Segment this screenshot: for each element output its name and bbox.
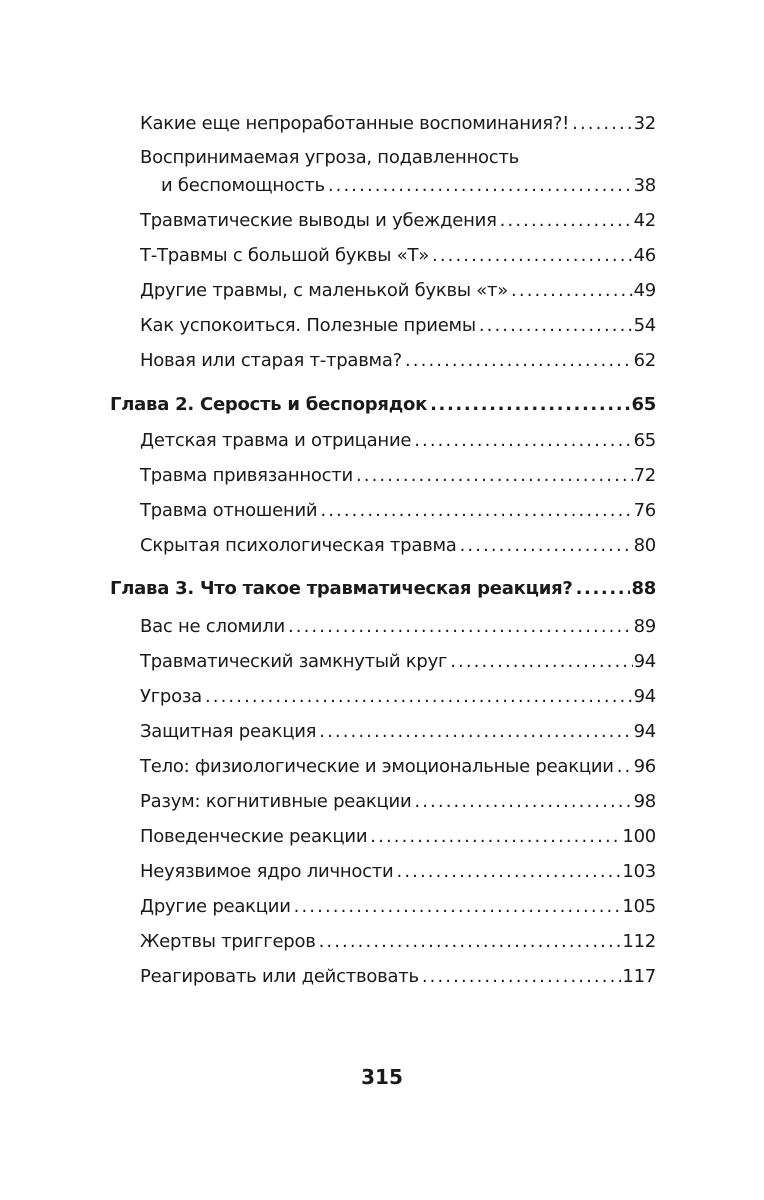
- toc-chapter-title: Глава 3. Что такое травматическая реакция?: [110, 578, 573, 599]
- toc-entry-title: Травма отношений: [140, 500, 318, 521]
- toc-entry: [140, 314, 656, 338]
- toc-entry-title-line1: Воспринимаемая угроза, подавленность: [140, 147, 520, 168]
- dot-leader: [500, 209, 633, 233]
- dot-leader: [450, 650, 632, 674]
- toc-entry-page: 80: [633, 535, 656, 556]
- toc-entry-page: 54: [633, 315, 656, 336]
- toc-entry: [140, 825, 656, 849]
- dot-leader: [617, 755, 633, 779]
- toc-entry-page: 98: [633, 791, 656, 812]
- dot-leader: [328, 174, 633, 198]
- toc-chapter-title: Глава 2. Серость и беспорядок: [110, 394, 428, 415]
- dot-leader: [319, 930, 622, 954]
- toc-entry-title: Травматические выводы и убеждения: [140, 210, 497, 231]
- toc-entry-title: Защитная реакция: [140, 721, 317, 742]
- toc-entry-page: 46: [633, 245, 656, 266]
- toc-entry-title: Поведенческие реакции: [140, 826, 368, 847]
- toc-entry-page: 117: [622, 966, 656, 987]
- dot-leader: [294, 895, 622, 919]
- dot-leader: [205, 685, 633, 709]
- toc-entry-page: 42: [633, 210, 656, 231]
- toc-entry-page: 38: [633, 175, 656, 196]
- dot-leader: [397, 860, 622, 884]
- toc-chapter-page: 65: [631, 394, 656, 415]
- dot-leader: [320, 499, 632, 523]
- toc-entry-title: Реагировать или действовать: [140, 966, 419, 987]
- dot-leader: [288, 615, 633, 639]
- toc-entry-page: 96: [633, 756, 656, 777]
- toc-entry-page: 62: [633, 350, 656, 371]
- toc-entry: [140, 720, 656, 744]
- toc-entry-page: 105: [622, 896, 656, 917]
- dot-leader: [422, 965, 622, 989]
- toc-entry-title: Травматический замкнутый круг: [140, 651, 448, 672]
- toc-entry-title: Какие еще непроработанные воспоминания?!: [140, 113, 570, 134]
- toc-entry-page: 100: [622, 826, 656, 847]
- toc-entry: [140, 534, 656, 558]
- toc-entry-page: 65: [633, 430, 656, 451]
- toc-entry: [140, 965, 656, 989]
- toc-entry: [140, 755, 656, 779]
- toc-entry-title: Другие реакции: [140, 896, 291, 917]
- toc-entry-page: 94: [633, 721, 656, 742]
- dot-leader: [430, 393, 630, 417]
- toc-entry-page: 49: [633, 280, 656, 301]
- toc-chapter: [110, 393, 656, 417]
- toc-entry-page: 94: [633, 686, 656, 707]
- dot-leader: [511, 279, 633, 303]
- toc-entry-title: Жертвы триггеров: [140, 931, 316, 952]
- toc-entry: [140, 685, 656, 709]
- dot-leader: [319, 720, 632, 744]
- toc-entry: [140, 279, 656, 303]
- dot-leader: [432, 244, 633, 268]
- toc-entry-page: 89: [633, 616, 656, 637]
- toc-entry-page: 72: [633, 465, 656, 486]
- toc-entry-title: Угроза: [140, 686, 202, 707]
- toc-entry-title: Детская травма и отрицание: [140, 430, 412, 451]
- toc-entry: [140, 895, 656, 919]
- toc-entry: [140, 429, 656, 453]
- dot-leader: [414, 429, 632, 453]
- toc-entry-page: 103: [622, 861, 656, 882]
- page-number: 315: [361, 1065, 403, 1089]
- toc-entry-title: и беспомощность: [161, 175, 325, 196]
- toc-entry-title: Другие травмы, с маленькой буквы «т»: [140, 280, 509, 301]
- toc-entry: [140, 244, 656, 268]
- toc-chapter-page: 88: [631, 578, 656, 599]
- toc-entry-title: Неуязвимое ядро личности: [140, 861, 394, 882]
- toc-entry-title: Скрытая психологическая травма: [140, 535, 457, 556]
- toc-entry-title: Тело: физиологические и эмоциональные реакции: [140, 756, 614, 777]
- toc-entry-page: 112: [622, 931, 656, 952]
- toc-entry-title: Травма привязанности: [140, 465, 353, 486]
- toc-entry: [140, 499, 656, 523]
- toc-entry-page: 76: [633, 500, 656, 521]
- toc-entry: [140, 860, 656, 884]
- toc-entry: [140, 112, 656, 136]
- toc-chapter: [110, 577, 656, 601]
- toc-entry: [140, 209, 656, 233]
- toc-entry-title: Т-Травмы с большой буквы «Т»: [140, 245, 429, 266]
- toc-entry: [140, 650, 656, 674]
- toc-entry: [140, 349, 656, 373]
- dot-leader: [479, 314, 633, 338]
- toc-entry-title: Новая или старая т-травма?: [140, 350, 402, 371]
- toc-entry: [140, 464, 656, 488]
- dot-leader: [414, 790, 632, 814]
- dot-leader: [460, 534, 633, 558]
- toc-entry-page: 32: [633, 113, 656, 134]
- toc-entry-title: Разум: когнитивные реакции: [140, 791, 412, 812]
- toc-entry-title: Вас не сломили: [140, 616, 285, 637]
- dot-leader: [576, 577, 631, 601]
- toc-entry: [140, 790, 656, 814]
- toc-entry: [140, 615, 656, 639]
- dot-leader: [356, 464, 633, 488]
- dot-leader: [405, 349, 633, 373]
- dot-leader: [572, 112, 632, 136]
- toc-entry: [161, 174, 656, 198]
- toc-entry-title: Как успокоиться. Полезные приемы: [140, 315, 476, 336]
- dot-leader: [370, 825, 621, 849]
- toc-entry-page: 94: [633, 651, 656, 672]
- toc-entry: [140, 930, 656, 954]
